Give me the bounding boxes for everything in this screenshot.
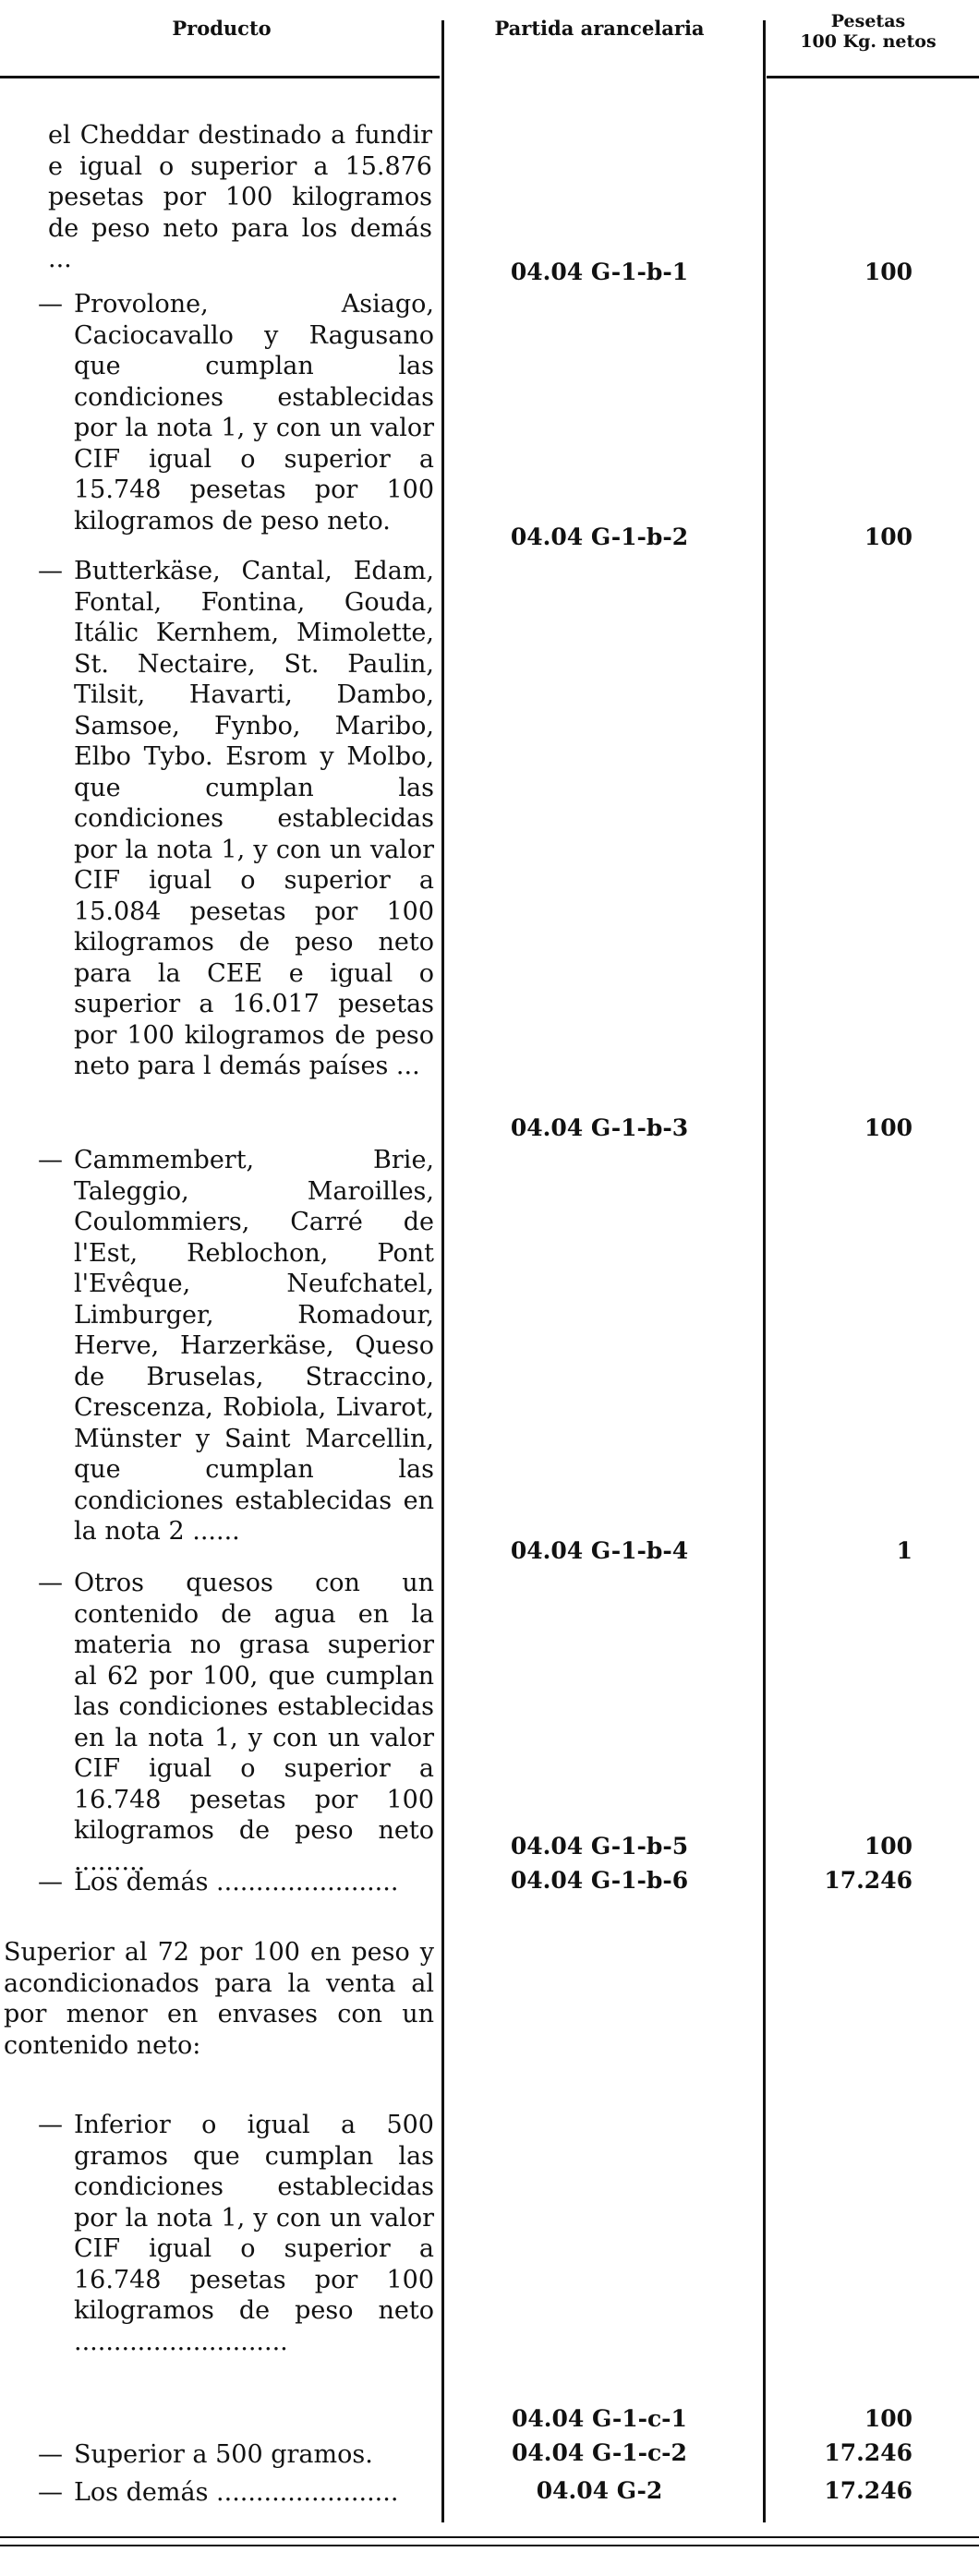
dash-bullet: — <box>38 2478 63 2507</box>
tariff-code: 04.04 G-1-b-1 <box>510 259 689 285</box>
section-heading: Superior al 72 por 100 en peso y acondicionados para la venta al por menor en envases con un contenido neto: <box>4 1938 434 2060</box>
tariff-column-header: Partida arancelaria <box>494 17 705 40</box>
dash-bullet: — <box>38 557 63 585</box>
table-row <box>48 120 432 275</box>
product-description: el Cheddar destinado a fundir e igual o superior a 15.876 pesetas por 100 kilogramos de peso neto para los demás ... <box>48 121 432 273</box>
tariff-code: 04.04 G-1-b-6 <box>510 1867 689 1894</box>
product-description: Inferior o igual a 500 gramos que cumplan las condiciones establecidas por la nota 1, y con un valor CIF igual o superior a 16.748 pesetas por 100 kilogramos de peso neto ........................... <box>74 2111 434 2356</box>
tariff-code: 04.04 G-1-b-4 <box>510 1537 689 1564</box>
table-row <box>38 1867 434 1898</box>
tariff-code: 04.04 G-1-b-5 <box>510 1833 689 1860</box>
table-row <box>38 556 434 1082</box>
product-description: Superior a 500 gramos. <box>74 2440 373 2469</box>
tariff-code: 04.04 G-1-b-2 <box>510 524 689 550</box>
tariff-code: 04.04 G-2 <box>536 2477 663 2504</box>
table-row <box>38 2439 434 2471</box>
tariff-code: 04.04 G-1-c-2 <box>512 2439 687 2466</box>
pesetas-value: 100 <box>864 1114 913 1141</box>
product-description: Otros quesos con un contenido de agua en la materia no grasa superior al 62 por 100, que cumplan las condiciones establecidas en la nota 1, y con un valor CIF igual o superior a 16.748 pesetas por 100 kilogramos de peso neto ......... <box>74 1569 434 1876</box>
product-description: Los demás ....................... <box>74 2478 399 2507</box>
pesetas-value: 100 <box>864 2405 913 2432</box>
column-divider-2 <box>763 20 766 2522</box>
dash-bullet: — <box>38 2440 63 2469</box>
table-row <box>38 2110 434 2357</box>
header-rule-pesetas <box>767 76 979 78</box>
table-row <box>38 289 434 536</box>
pesetas-value: 1 <box>896 1537 913 1564</box>
dash-bullet: — <box>38 290 63 319</box>
pesetas-value: 17.246 <box>824 2477 913 2504</box>
table-row <box>38 1145 434 1547</box>
pesetas-column-header <box>776 11 961 52</box>
pesetas-value: 100 <box>864 1833 913 1860</box>
product-description: Butterkäse, Cantal, Edam, Fontal, Fontina, Gouda, Itálic Kernhem, Mimolette, St. Nectaire, St. Paulin, Tilsit, Havarti, Dambo, Samsoe, Fynbo, Maribo, Elbo Tybo. Esrom y Molbo, que cumplan las condiciones establecidas por la nota 1, y con un valor CIF igual o superior a 15.084 pesetas por 100 kilogramos de peso neto para la CEE e igual o superior a 16.017 pesetas por 100 kilogramos de peso neto para l demás países ... <box>74 557 434 1080</box>
pesetas-header-line1: Pesetas <box>830 11 906 31</box>
header-rule-product <box>0 76 440 78</box>
pesetas-value: 17.246 <box>824 2439 913 2466</box>
tariff-code: 04.04 G-1-b-3 <box>510 1114 689 1141</box>
product-description: Provolone, Asiago, Caciocavallo y Ragusano que cumplan las condiciones establecidas por la nota 1, y con un valor CIF igual o superior a 15.748 pesetas por 100 kilogramos de peso neto. <box>74 290 434 536</box>
product-description: Los demás ....................... <box>74 1868 399 1896</box>
dash-bullet: — <box>38 2111 63 2139</box>
bottom-rule-top <box>0 2536 979 2538</box>
product-description: Cammembert, Brie, Taleggio, Maroilles, Coulommiers, Carré de l'Est, Reblochon, Pont l'Evêque, Neufchatel, Limburger, Romadour, Herve, Harzerkäse, Queso de Bruselas, Straccino, Crescenza, Robiola, Livarot, Münster y Saint Marcellin, que cumplan las condiciones establecidas en la nota 2 ...... <box>74 1146 434 1546</box>
dash-bullet: — <box>38 1868 63 1896</box>
pesetas-value: 17.246 <box>824 1867 913 1894</box>
tariff-code: 04.04 G-1-c-1 <box>512 2405 687 2432</box>
table-row <box>4 1937 434 2061</box>
dash-bullet: — <box>38 1146 63 1174</box>
bottom-rule-bottom <box>0 2545 979 2546</box>
table-row <box>38 2477 434 2509</box>
column-divider-1 <box>441 20 444 2522</box>
product-column-header: Producto <box>172 17 272 40</box>
pesetas-value: 100 <box>864 259 913 285</box>
table-row <box>38 1568 434 1877</box>
dash-bullet: — <box>38 1569 63 1597</box>
pesetas-header-line2: 100 Kg. netos <box>800 31 937 52</box>
pesetas-value: 100 <box>864 524 913 550</box>
